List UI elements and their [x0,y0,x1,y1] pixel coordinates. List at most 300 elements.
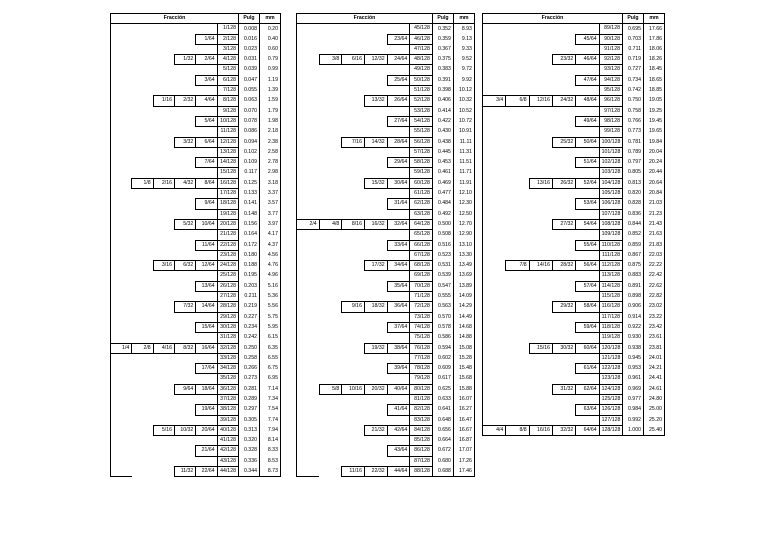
table-row [111,261,281,271]
inch-cell: 0.531 [432,261,453,271]
empty-cell [506,106,529,116]
empty-cell [196,394,217,404]
mm-cell: 19.45 [643,116,664,126]
empty-cell [111,24,132,34]
mm-cell: 11.71 [453,168,474,178]
empty-cell [297,467,320,477]
empty-cell [529,302,552,312]
table-row [297,96,475,106]
empty-cell [483,271,506,281]
mm-cell: 7.94 [259,425,280,435]
inch-cell: 0.352 [432,24,453,34]
empty-cell [111,55,132,65]
table-row [483,219,665,229]
fraction-cell: 57/64 [576,281,599,291]
fraction-cell: 52/128 [410,96,433,106]
empty-cell [552,292,575,302]
fraction-cell: 19/128 [217,209,238,219]
inch-cell: 0.172 [238,240,259,250]
empty-cell [506,137,529,147]
inch-cell: 0.797 [622,158,643,168]
table-row [297,405,475,415]
empty-cell [552,364,575,374]
mm-cell: 11.31 [453,147,474,157]
mm-cell: 13.49 [453,261,474,271]
table-row [483,168,665,178]
inch-cell: 0.219 [238,302,259,312]
empty-cell [153,456,174,466]
empty-cell [506,415,529,425]
empty-cell [483,312,506,322]
empty-cell [297,384,320,394]
fraction-cell: 54/128 [410,116,433,126]
table-row [483,209,665,219]
empty-cell [364,322,387,332]
fraction-cell: 36/64 [387,302,410,312]
mm-cell: 13.30 [453,250,474,260]
inch-cell: 0.492 [432,209,453,219]
fraction-cell: 35/64 [387,281,410,291]
table-row [297,384,475,394]
mm-cell: 19.65 [643,127,664,137]
fraction-cell: 40/64 [387,384,410,394]
table-row [111,55,281,65]
empty-cell [342,158,365,168]
empty-cell [319,281,342,291]
inch-cell: 0.805 [622,168,643,178]
fraction-cell: 90/128 [599,34,622,44]
empty-cell [552,147,575,157]
empty-cell [364,271,387,281]
mm-cell: 16.47 [453,415,474,425]
mm-cell: 25.40 [643,425,664,435]
fraction-cell: 77/128 [410,353,433,363]
empty-cell [529,230,552,240]
empty-cell [196,106,217,116]
inch-cell: 0.750 [622,96,643,106]
mm-cell: 10.32 [453,96,474,106]
table-row [297,467,475,477]
fraction-cell: 38/128 [217,405,238,415]
table-row [483,384,665,394]
empty-cell [483,116,506,126]
fraction-cell: 28/32 [552,261,575,271]
empty-cell [153,86,174,96]
empty-cell [153,292,174,302]
empty-cell [483,405,506,415]
mm-cell: 25.20 [643,415,664,425]
inch-cell: 0.211 [238,292,259,302]
fraction-cell: 8/64 [196,178,217,188]
table-row [483,302,665,312]
empty-cell [297,405,320,415]
inch-cell: 0.758 [622,106,643,116]
table-row [297,446,475,456]
fraction-cell: 16/16 [529,425,552,435]
table-row [483,405,665,415]
empty-cell [319,240,342,250]
inch-cell: 0.180 [238,250,259,260]
table-row [111,425,281,435]
empty-cell [111,147,132,157]
fraction-cell: 8/16 [342,219,365,229]
fraction-cell: 85/128 [410,436,433,446]
table-row [483,65,665,75]
empty-cell [387,333,410,343]
empty-cell [111,158,132,168]
empty-cell [483,44,506,54]
empty-cell [506,24,529,34]
empty-cell [506,281,529,291]
empty-cell [132,75,153,85]
empty-cell [364,281,387,291]
mm-cell: 17.86 [643,34,664,44]
empty-cell [529,219,552,229]
mm-cell: 4.37 [259,240,280,250]
inch-cell: 0.016 [238,34,259,44]
empty-cell [297,34,320,44]
empty-cell [132,65,153,75]
empty-cell [111,96,132,106]
fraction-cell: 61/128 [410,189,433,199]
empty-cell [529,415,552,425]
fraction-cell: 32/32 [552,425,575,435]
inch-cell: 0.469 [432,178,453,188]
mm-cell: 1.98 [259,116,280,126]
table-row [111,353,281,363]
fraction-cell: 82/128 [410,405,433,415]
empty-cell [342,425,365,435]
fraction-cell: 83/128 [410,415,433,425]
table-row [297,261,475,271]
fraction-cell: 128/128 [599,425,622,435]
fraction-cell: 32/64 [387,219,410,229]
header-row [483,14,665,24]
fraction-cell: 18/128 [217,199,238,209]
empty-cell [153,189,174,199]
empty-cell [319,147,342,157]
fraction-cell: 41/128 [217,436,238,446]
empty-cell [364,116,387,126]
fraction-cell: 97/128 [599,106,622,116]
empty-cell [174,250,195,260]
empty-cell [529,44,552,54]
empty-cell [342,343,365,353]
mm-cell: 2.98 [259,168,280,178]
empty-cell [297,158,320,168]
empty-cell [319,86,342,96]
empty-cell [506,199,529,209]
mm-cell: 6.55 [259,353,280,363]
empty-cell [196,65,217,75]
fraction-cell: 14/128 [217,158,238,168]
empty-cell [342,65,365,75]
empty-cell [387,168,410,178]
empty-cell [529,127,552,137]
empty-cell [319,343,342,353]
fraction-cell: 98/128 [599,116,622,126]
empty-cell [297,271,320,281]
mm-cell: 22.03 [643,250,664,260]
empty-cell [153,158,174,168]
empty-cell [342,261,365,271]
table-row [483,34,665,44]
table-row [483,374,665,384]
mm-cell: 16.67 [453,425,474,435]
mm-cell: 17.26 [453,456,474,466]
table-row [111,405,281,415]
empty-cell [297,343,320,353]
empty-cell [483,127,506,137]
empty-cell [342,312,365,322]
empty-cell [387,292,410,302]
fraction-cell: 25/32 [552,137,575,147]
table-row [483,86,665,96]
empty-cell [319,34,342,44]
mm-cell: 5.95 [259,322,280,332]
empty-cell [174,436,195,446]
empty-cell [174,189,195,199]
table-row [483,137,665,147]
table-row [297,34,475,44]
fraction-cell: 1/64 [196,34,217,44]
empty-cell [174,312,195,322]
empty-cell [153,44,174,54]
empty-cell [319,353,342,363]
empty-cell [174,86,195,96]
fraction-cell: 2/4 [297,219,320,229]
empty-cell [483,158,506,168]
inch-cell: 0.867 [622,250,643,260]
empty-cell [196,312,217,322]
table-row [111,302,281,312]
mm-cell: 7.34 [259,394,280,404]
inch-cell: 0.664 [432,436,453,446]
mm-cell: 10.91 [453,127,474,137]
inch-cell: 0.250 [238,343,259,353]
mm-cell: 18.45 [643,65,664,75]
empty-cell [297,127,320,137]
empty-cell [297,240,320,250]
empty-cell [153,168,174,178]
fraction-cell: 3/16 [153,261,174,271]
empty-cell [483,168,506,178]
table-row [111,250,281,260]
table-row [297,333,475,343]
fraction-cell: 31/64 [387,199,410,209]
mm-cell: 21.63 [643,230,664,240]
inch-cell: 0.992 [622,415,643,425]
empty-cell [297,374,320,384]
table-row [297,240,475,250]
fraction-cell: 92/128 [599,55,622,65]
mm-cell: 15.08 [453,343,474,353]
empty-cell [342,322,365,332]
fraction-cell: 21/64 [196,446,217,456]
fraction-cell: 2/64 [196,55,217,65]
fraction-cell: 120/128 [599,343,622,353]
inch-cell: 0.320 [238,436,259,446]
empty-cell [196,86,217,96]
fraction-cell: 49/64 [576,116,599,126]
empty-cell [153,75,174,85]
fraction-cell: 46/64 [576,55,599,65]
table-row [111,364,281,374]
mm-cell: 6.35 [259,343,280,353]
mm-cell: 21.83 [643,240,664,250]
table-row [111,24,281,34]
empty-cell [506,127,529,137]
fraction-cell: 15/16 [529,343,552,353]
empty-cell [319,230,342,240]
fraction-cell: 14/64 [196,302,217,312]
table-row [483,147,665,157]
empty-cell [529,199,552,209]
empty-cell [342,199,365,209]
fraction-cell: 104/128 [599,178,622,188]
empty-cell [342,405,365,415]
fraction-cell: 59/128 [410,168,433,178]
fraction-cell: 69/128 [410,271,433,281]
inch-cell: 0.086 [238,127,259,137]
inch-cell: 0.422 [432,116,453,126]
inch-cell: 0.117 [238,168,259,178]
empty-cell [483,199,506,209]
table-row [297,116,475,126]
empty-cell [111,374,132,384]
empty-cell [174,292,195,302]
mm-cell: 3.77 [259,209,280,219]
empty-cell [506,405,529,415]
empty-cell [364,415,387,425]
empty-cell [111,178,132,188]
fraction-cell: 4/16 [153,343,174,353]
empty-cell [483,394,506,404]
fraction-cell: 12/128 [217,137,238,147]
table-row [111,240,281,250]
table-row [297,230,475,240]
empty-cell [132,209,153,219]
inch-cell: 0.430 [432,127,453,137]
mm-cell: 9.13 [453,34,474,44]
inch-cell: 0.375 [432,55,453,65]
fraction-cell: 13/16 [529,178,552,188]
empty-cell [319,374,342,384]
empty-cell [529,353,552,363]
fraction-cell: 2/32 [174,96,195,106]
mm-cell: 19.25 [643,106,664,116]
empty-cell [483,75,506,85]
empty-cell [342,75,365,85]
empty-cell [552,168,575,178]
empty-cell [506,302,529,312]
table-row [111,446,281,456]
mm-cell: 5.75 [259,312,280,322]
table-row [483,106,665,116]
inch-cell: 0.156 [238,219,259,229]
mm-cell: 1.59 [259,96,280,106]
mm-cell: 13.89 [453,281,474,291]
fraction-cell: 1/128 [217,24,238,34]
empty-cell [552,75,575,85]
fraction-cell: 115/128 [599,292,622,302]
empty-cell [552,189,575,199]
empty-cell [297,24,320,34]
empty-cell [364,199,387,209]
fraction-cell: 116/128 [599,302,622,312]
inch-header: Pulg [622,14,643,24]
empty-cell [364,147,387,157]
empty-cell [319,96,342,106]
empty-cell [132,364,153,374]
empty-cell [387,456,410,466]
fraction-cell: 14/16 [529,261,552,271]
empty-cell [506,271,529,281]
table-row [111,158,281,168]
fraction-cell: 96/128 [599,96,622,106]
fraction-cell: 58/128 [410,158,433,168]
empty-cell [132,446,153,456]
empty-cell [111,168,132,178]
mm-cell: 5.56 [259,302,280,312]
fraction-cell: 15/64 [196,322,217,332]
inch-cell: 0.516 [432,240,453,250]
table-row [297,127,475,137]
inch-cell: 0.289 [238,394,259,404]
empty-cell [576,415,599,425]
empty-cell [132,302,153,312]
empty-cell [111,456,132,466]
empty-cell [576,271,599,281]
empty-cell [483,384,506,394]
fraction-cell: 3/128 [217,44,238,54]
fraction-cell: 9/16 [342,302,365,312]
empty-cell [132,116,153,126]
empty-cell [196,250,217,260]
empty-cell [196,189,217,199]
empty-cell [111,261,132,271]
mm-cell: 24.80 [643,394,664,404]
empty-cell [387,189,410,199]
empty-cell [552,333,575,343]
fraction-cell: 7/8 [506,261,529,271]
mm-cell: 24.01 [643,353,664,363]
empty-cell [319,261,342,271]
mm-cell: 24.41 [643,374,664,384]
fraction-cell: 9/64 [174,384,195,394]
empty-cell [364,106,387,116]
inch-cell: 0.227 [238,312,259,322]
empty-cell [506,292,529,302]
fraction-cell: 43/64 [387,446,410,456]
fraction-cell: 11/16 [342,467,365,477]
empty-cell [132,137,153,147]
mm-header: mm [453,14,474,24]
empty-cell [111,250,132,260]
fraction-cell: 2/16 [153,178,174,188]
empty-cell [297,353,320,363]
empty-cell [132,106,153,116]
mm-cell: 13.10 [453,240,474,250]
inch-cell: 0.938 [622,343,643,353]
inch-cell: 0.844 [622,219,643,229]
fraction-cell: 24/128 [217,261,238,271]
empty-cell [132,127,153,137]
fraction-cell: 16/64 [196,343,217,353]
empty-cell [576,189,599,199]
fraction-cell: 5/32 [174,219,195,229]
inch-cell: 0.258 [238,353,259,363]
